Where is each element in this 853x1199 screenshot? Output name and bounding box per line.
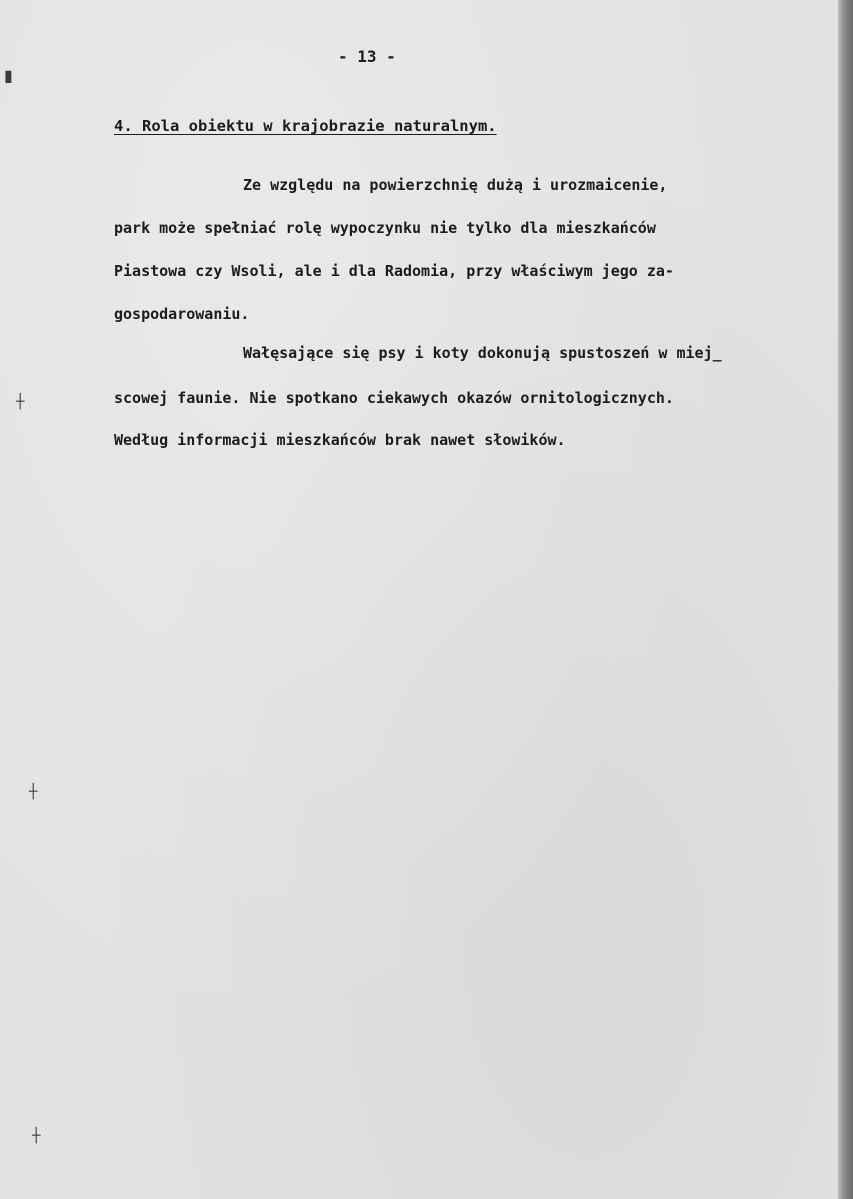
binder-hole-mark-icon: ┼ [29, 784, 38, 800]
section-heading: 4. Rola obiektu w krajobrazie naturalnym. [114, 117, 497, 135]
scan-edge [838, 0, 853, 1199]
paragraph-line: gospodarowaniu. [114, 305, 250, 323]
binder-hole-mark-icon: ┼ [16, 394, 25, 410]
paragraph-line: Według informacji mieszkańców brak nawet słowików. [114, 431, 566, 449]
page-number: - 13 - [338, 47, 396, 66]
paragraph-line: scowej faunie. Nie spotkano ciekawych okazów ornitologicznych. [114, 389, 674, 407]
binder-hole-mark-icon: ┼ [32, 1128, 41, 1144]
paragraph-line: park może spełniać rolę wypoczynku nie tylko dla mieszkańców [114, 219, 656, 237]
paragraph-line: Wałęsające się psy i koty dokonują spustoszeń w miej_ [243, 344, 722, 362]
paragraph-line: Piastowa czy Wsoli, ale i dla Radomia, przy właściwym jego za- [114, 262, 674, 280]
scan-mark-icon: ▮ [4, 66, 13, 85]
paragraph-line: Ze względu na powierzchnię dużą i urozmaicenie, [243, 176, 668, 194]
